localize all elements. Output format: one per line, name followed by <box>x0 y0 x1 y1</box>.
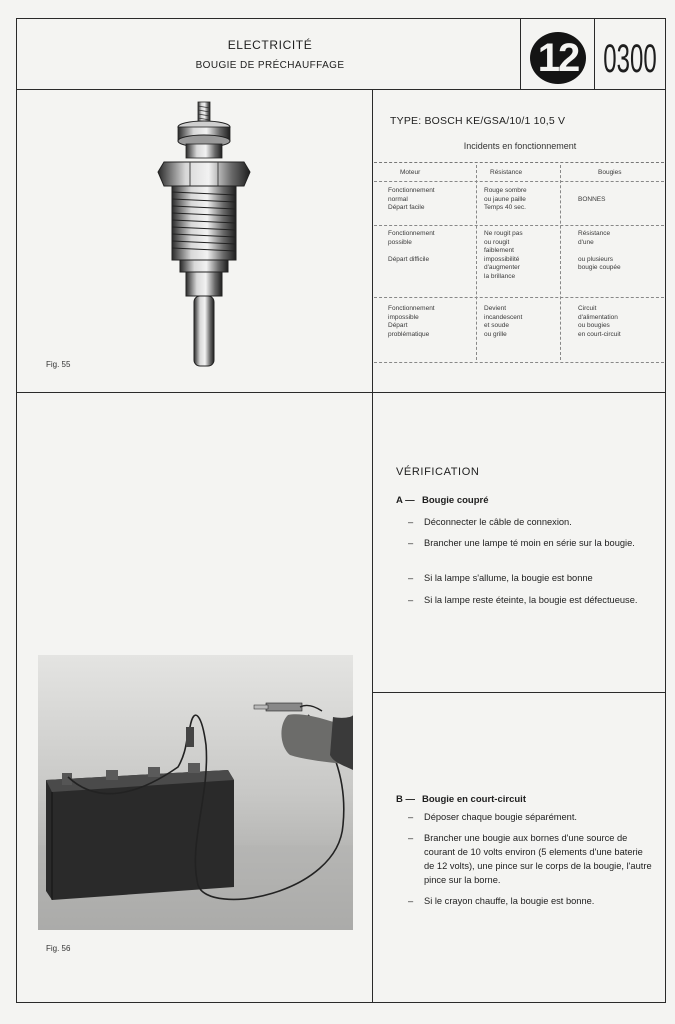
page-code: 0300 <box>603 36 657 81</box>
section-b-item-3: – Si le crayon chauffe, la bougie est bonne. <box>408 896 595 906</box>
figure-caption-55: Fig. 55 <box>46 360 71 369</box>
table-header-resistance: Résistance <box>490 169 523 176</box>
column-divider <box>372 89 373 1003</box>
row-divider-1 <box>16 392 666 393</box>
section-b-item-2: – Brancher une bougie aux bornes d'une source de courant de 10 volts environ (5 elements d'une baterie de 12 volts), une pince sur le corps de la bougie, l'autre pince sur la borne. <box>408 833 652 885</box>
section-a-item-2: – Brancher une lampe té moin en série sur la bougie. <box>408 538 635 548</box>
section-a-item-3: – Si la lampe s'allume, la bougie est bonne <box>408 573 593 583</box>
table-row-rule-1 <box>374 225 664 226</box>
verification-heading: VÉRIFICATION <box>396 466 480 478</box>
table-bottom-rule <box>374 362 664 363</box>
table-top-rule <box>374 162 664 163</box>
table-col-divider-1 <box>476 165 477 360</box>
table-header-bougies: Bougies <box>598 169 622 176</box>
chapter-badge: 12 <box>530 32 586 84</box>
incidents-subtitle: Incidents en fonctionnement <box>463 141 577 151</box>
header-box-divider-2 <box>594 18 595 89</box>
table-cell-bougies-3: Circuit d'alimentation ou bougies en court-circuit <box>578 305 621 338</box>
table-cell-moteur-1: Fonctionnement normal Départ facile <box>388 187 435 212</box>
section-b-title: Bougie en court-circuit <box>422 794 526 805</box>
section-a-item-1: – Déconnecter le câble de connexion. <box>408 517 572 527</box>
table-cell-resistance-3: Devient incandescent et soude ou grille <box>484 305 523 338</box>
table-cell-bougies-2: Résistance d'une ou plusieurs bougie coupée <box>578 230 621 272</box>
glow-plug-illustration <box>150 100 260 375</box>
section-a-heading <box>396 495 489 506</box>
section-b-heading <box>396 794 526 805</box>
section-a-item-4: – Si la lampe reste éteinte, la bougie est défectueuse. <box>408 595 638 605</box>
table-cell-bougies-1: BONNES <box>578 196 606 203</box>
table-cell-moteur-3: Fonctionnement impossible Départ problématique <box>388 305 435 338</box>
table-cell-resistance-2: Ne rougit pas ou rougit faiblement impossibilité d'augmenter la brillance <box>484 230 523 280</box>
page-title: ELECTRICITÉ <box>227 38 313 52</box>
figure-caption-56: Fig. 56 <box>46 944 71 953</box>
table-cell-resistance-1: Rouge sombre ou jaune paille Temps 40 sec. <box>484 187 527 212</box>
section-a-title: Bougie coupré <box>422 495 489 506</box>
header-box-divider <box>520 18 521 89</box>
section-b-item-1: – Déposer chaque bougie séparément. <box>408 812 577 822</box>
table-col-divider-2 <box>560 165 561 360</box>
section-a-letter: A — <box>396 495 415 506</box>
table-header-rule <box>374 181 664 182</box>
section-b-letter: B — <box>396 794 416 805</box>
page-subtitle: BOUGIE DE PRÉCHAUFFAGE <box>195 60 345 71</box>
header-divider <box>16 89 666 90</box>
table-cell-moteur-2: Fonctionnement possible Départ difficile <box>388 230 435 263</box>
test-setup-photo <box>38 655 353 930</box>
type-heading: TYPE: BOSCH KE/GSA/10/1 10,5 V <box>390 115 566 127</box>
table-header-moteur: Moteur <box>400 169 421 176</box>
row-divider-2 <box>372 692 666 693</box>
table-row-rule-2 <box>374 297 664 298</box>
